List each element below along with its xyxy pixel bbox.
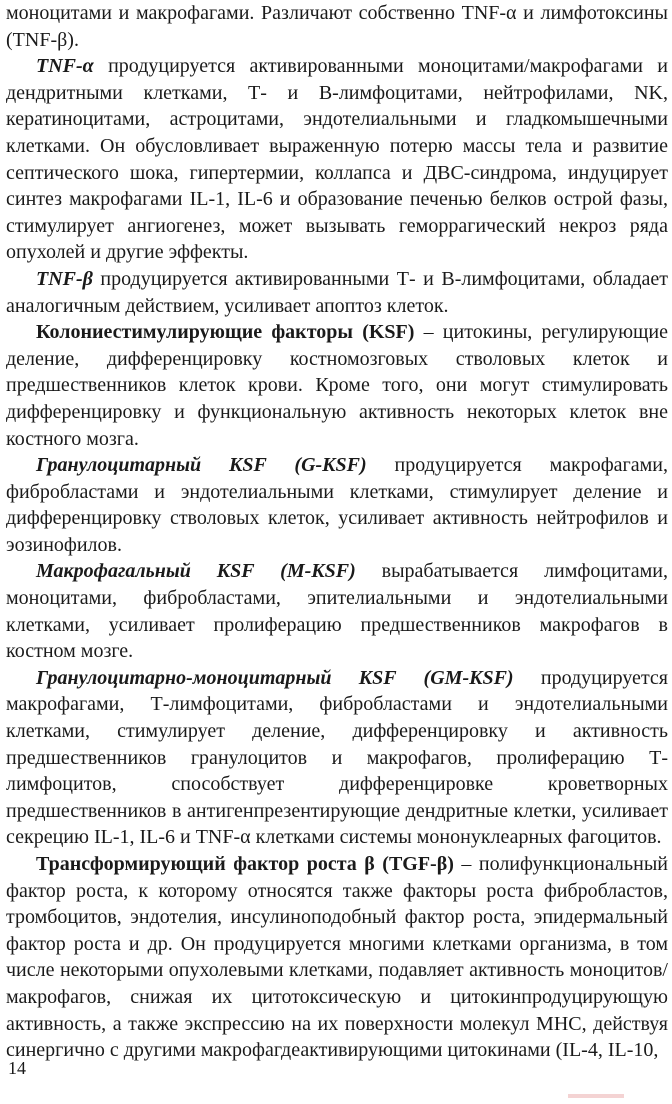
term-gm-ksf: Гранулоцитарно-моноцитарный KSF (GM-KSF) [36, 666, 514, 689]
paragraph-tnf-alpha [6, 53, 668, 266]
text-run: продуцируется макрофагами, фибробластами и эндотелиальными клетками, стимулирует деление и дифференцировку стволовых клеток, усиливает активность нейтрофилов и эозинофилов. [6, 454, 668, 556]
paragraph-gm-ksf [6, 665, 668, 851]
term-tnf-beta: TNF-β [36, 267, 93, 290]
edge-mark [568, 1094, 624, 1098]
paragraph-m-ksf [6, 558, 668, 664]
text-run: – цитокины, регулирующие деление, дифференцировку костномозговых стволовых клеток и предшественников клеток крови. Кроме того, они могут стимулировать дифференцировку и функциональную активность некоторых клеток вне костного мозга. [6, 321, 668, 450]
document-page [6, 0, 668, 1064]
text-run: продуцируется макрофагами, Т-лимфоцитами, фибробластами и эндотелиальными клетками, стимулирует деление, дифференцировку и активность предшественников гранулоцитов и макрофагов, пролиферацию Т-лимфоцитов, способствует дифференцировке кроветворных предшественников в антигенпрезентирующие дендритные клетки, усиливает секрецию IL-1, IL-6 и TNF-α клетками системы мононуклеарных фагоцитов. [6, 666, 668, 849]
term-tgf-beta: Трансформирующий фактор роста β (TGF-β) [36, 853, 454, 875]
text-run: продуцируется активированными Т- и В-лимфоцитами, обладает аналогичным действием, усиливает апоптоз клеток. [6, 267, 668, 317]
paragraph-tgf-beta [6, 851, 668, 1064]
paragraph-ksf [6, 319, 668, 452]
term-m-ksf: Макрофагальный KSF (M-KSF) [36, 560, 356, 583]
page-number: 14 [8, 1058, 26, 1078]
term-tnf-alpha: TNF-α [36, 55, 94, 78]
term-ksf: Колониестимулирующие факторы (KSF) [36, 321, 415, 344]
text-run: продуцируется активированными моноцитами/макрофагами и дендритными клетками, Т- и В-лимфоцитами, нейтрофилами, NK, кератиноцитами, астроцитами, эндотелиальными и гладкомышечными клетками. Он обусловливает выраженную потерю массы тела и развитие септического шока, гипертермии, коллапса и ДВС-синдрома, индуцирует синтез макрофагами IL-1, IL-6 и образование печенью белков острой фазы, стимулирует ангиогенез, может вызывать геморрагический некроз ряда опухолей и другие эффекты. [6, 55, 668, 264]
text-run: моноцитами и макрофагами. Различают собственно TNF-α и лимфотоксины (TNF-β). [6, 2, 668, 51]
text-run: вырабатывается лимфоцитами, моноцитами, фибробластами, эпителиальными и эндотелиальными клетками, усиливает пролиферацию предшественников макрофагов в костном мозге. [6, 560, 668, 663]
term-g-ksf: Гранулоцитарный KSF (G-KSF) [36, 454, 367, 477]
text-run: – полифункциональный фактор роста, к которому относятся также факторы роста фибробластов, тромбоцитов, эндотелия, инсулиноподобный фактор роста, эпидермальный фактор роста и др. Он продуцируется многими клетками организма, в том числе некоторыми опухолевыми клетками, подавляет активность моноцитов/макрофагов, снижая их цитотоксическую и цитокинпродуцирующую активность, а также экспрессию на их поверхности молекул МНС, действуя синергично с другими макрофагдеактивирующими цитокинами (IL-4, IL-10, [6, 853, 668, 1062]
paragraph-tnf-beta [6, 266, 668, 319]
paragraph-continuation [6, 0, 668, 53]
paragraph-g-ksf [6, 452, 668, 558]
